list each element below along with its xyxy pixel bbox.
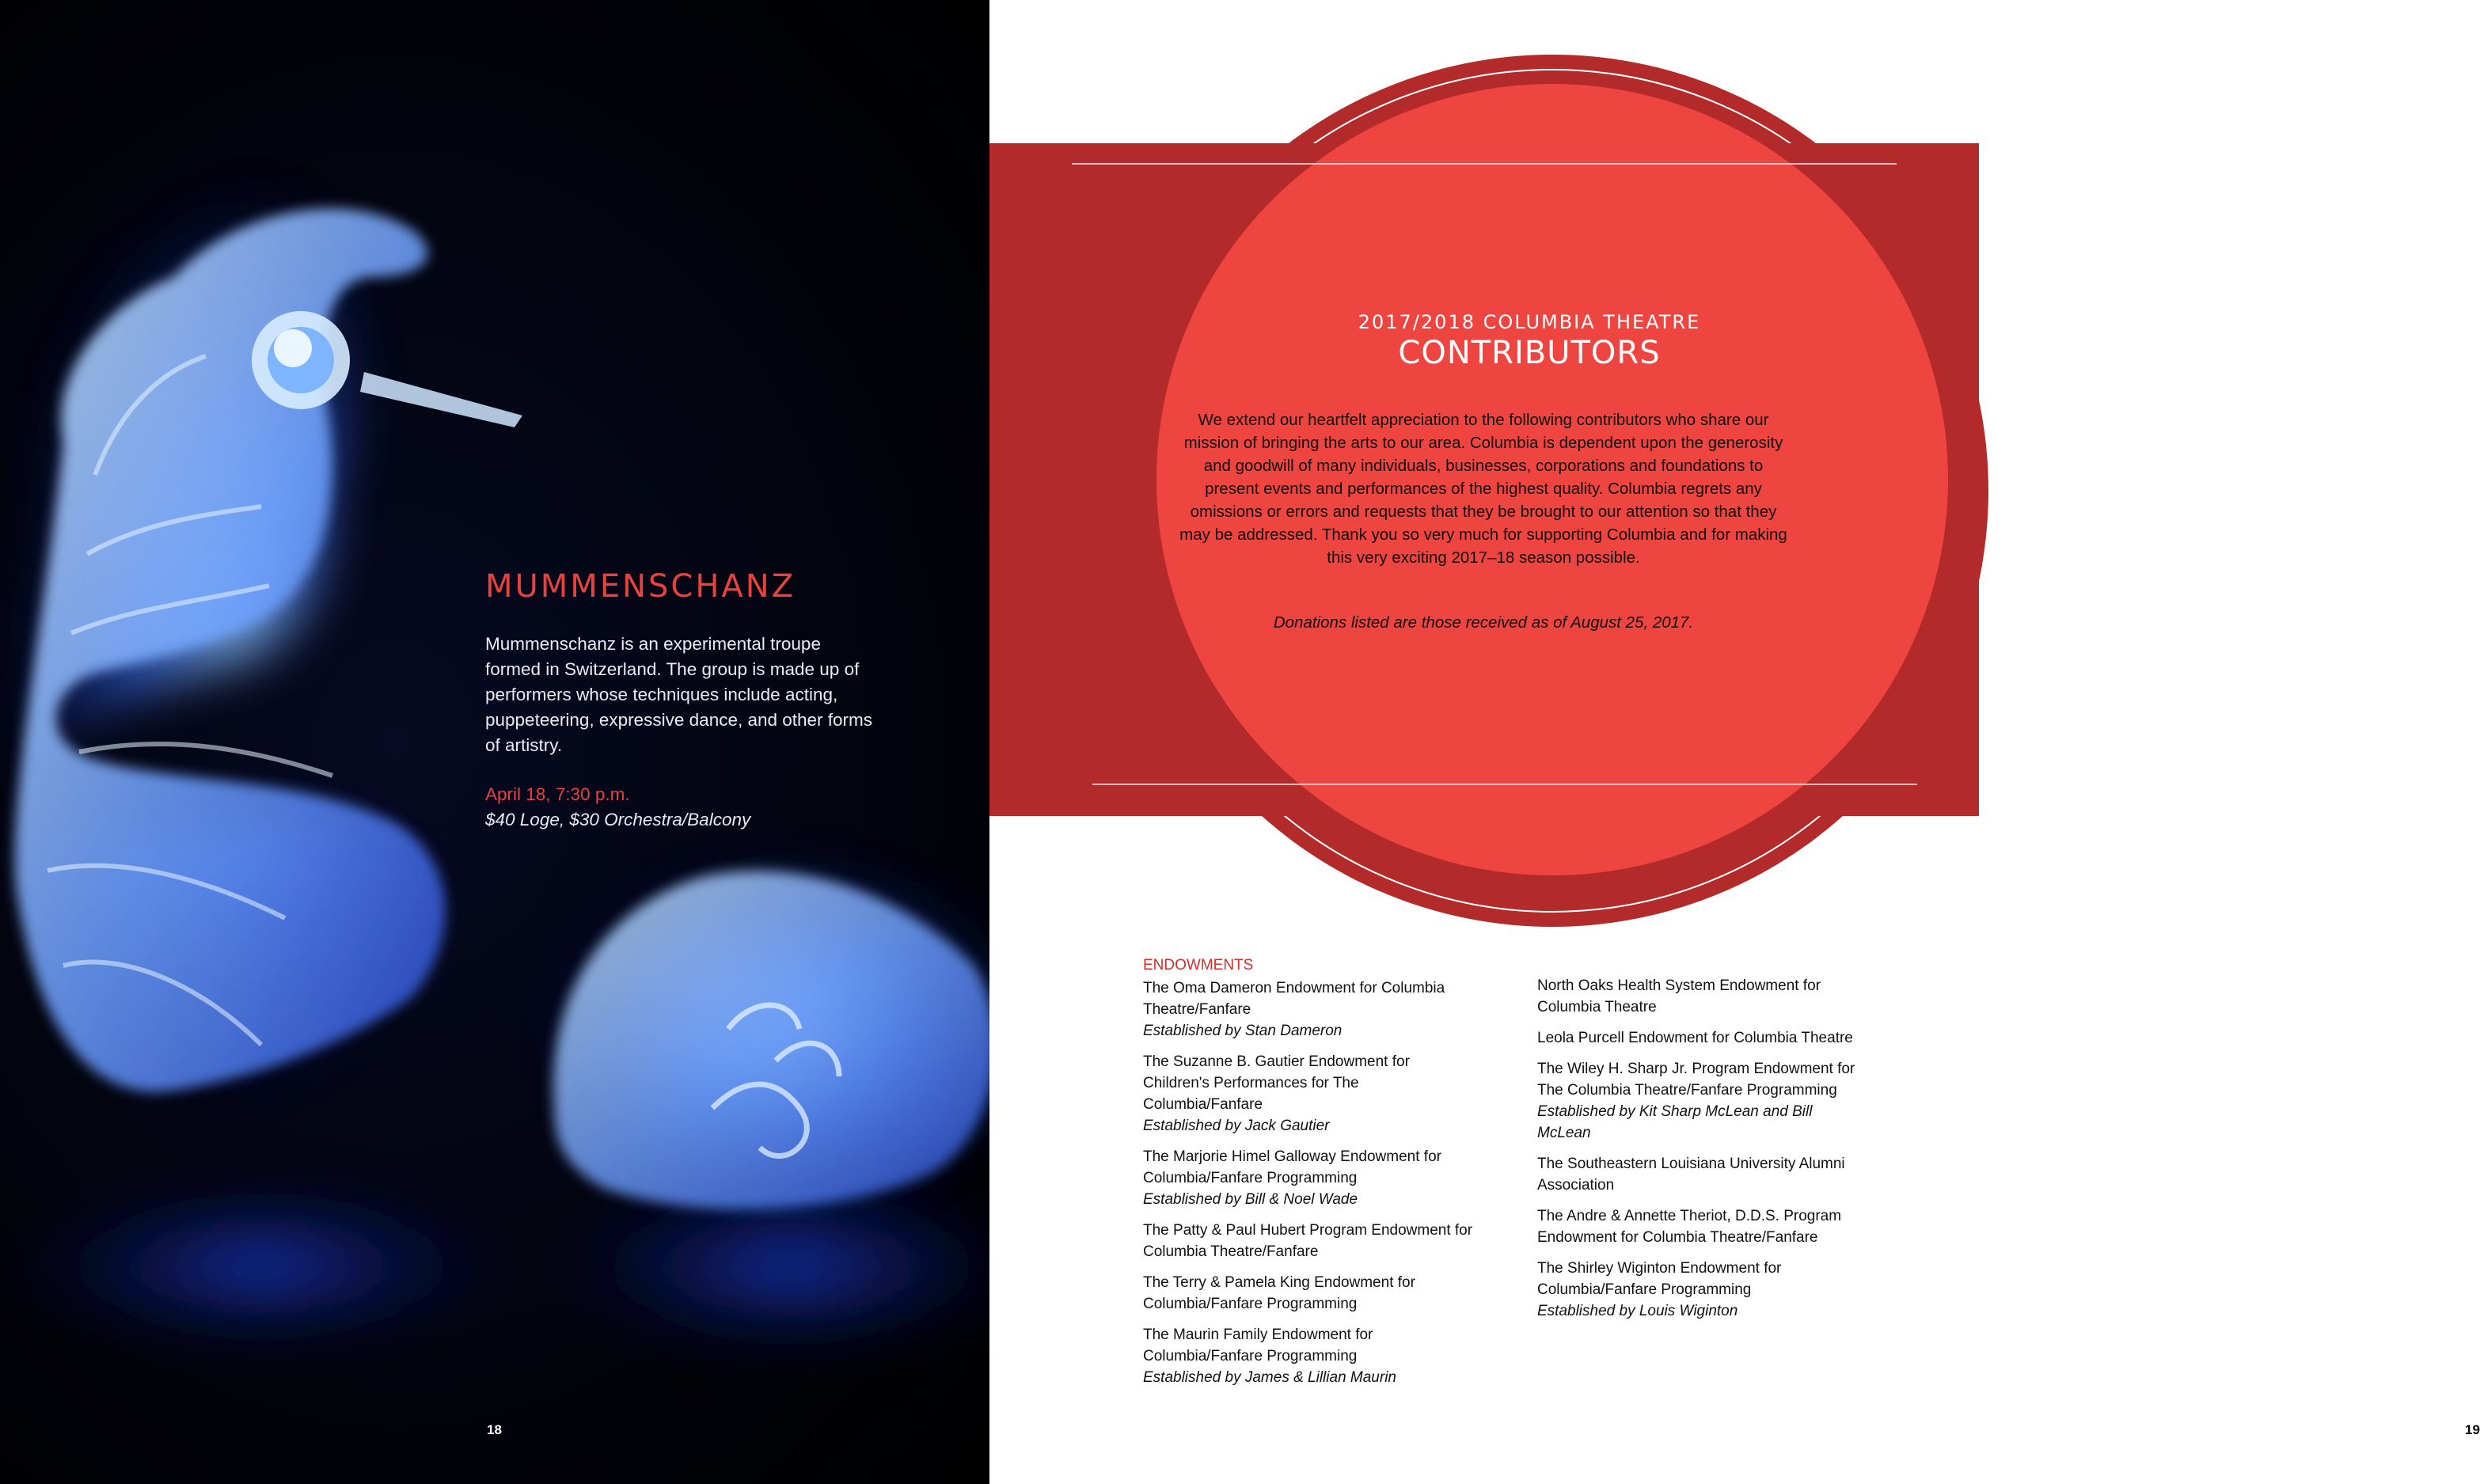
- show-prices: $40 Loge, $30 Orchestra/Balcony: [485, 810, 751, 829]
- endowment-name: The Patty & Paul Hubert Program Endowment for Columbia Theatre/Fanfare: [1143, 1222, 1473, 1260]
- endowment-established-by: Established by Bill & Noel Wade: [1143, 1191, 1358, 1208]
- endowment-entry: [1143, 1220, 1475, 1262]
- endowment-name: The Oma Dameron Endowment for Columbia Theatre/Fanfare: [1143, 980, 1445, 1018]
- page-number-right: 19: [2465, 1422, 2480, 1437]
- endowment-entry: [1143, 1146, 1475, 1210]
- endowment-name: The Suzanne B. Gautier Endowment for Children's Performances for The Columbia/Fanfare: [1143, 1053, 1410, 1113]
- endowment-established-by: Established by Jack Gautier: [1143, 1118, 1330, 1134]
- right-page: [989, 0, 2480, 1484]
- endowment-established-by: Established by James & Lillian Maurin: [1143, 1369, 1396, 1386]
- endowment-entry: [1143, 1324, 1475, 1388]
- endowment-entry: [1143, 977, 1475, 1042]
- endowment-name: Leola Purcell Endowment for Columbia Theatre: [1537, 1030, 1853, 1046]
- donations-date-note: Donations listed are those received as of August 25, 2017.: [1273, 613, 1694, 632]
- endowment-entry: [1537, 1058, 1870, 1144]
- endowment-name: The Terry & Pamela King Endowment for Columbia/Fanfare Programming: [1143, 1274, 1415, 1312]
- endowment-entry: [1537, 1205, 1870, 1248]
- endowment-established-by: Established by Louis Wiginton: [1537, 1303, 1738, 1319]
- season-label: 2017/2018 COLUMBIA THEATRE: [1358, 311, 1701, 333]
- endowment-entry: [1537, 1258, 1870, 1322]
- endowment-name: The Andre & Annette Theriot, D.D.S. Program Endowment for Columbia Theatre/Fanfare: [1537, 1208, 1842, 1246]
- endowment-entry: [1537, 1027, 1870, 1049]
- endowment-name: The Marjorie Himel Galloway Endowment for Columbia/Fanfare Programming: [1143, 1148, 1441, 1186]
- page-number-left: 18: [487, 1422, 502, 1437]
- contributors-header: [989, 311, 1979, 371]
- left-page: [0, 0, 989, 1484]
- endowment-name: The Southeastern Louisiana University Alumni Association: [1537, 1156, 1845, 1194]
- show-info: [485, 568, 881, 833]
- section-title-endowments: ENDOWMENTS: [1143, 957, 1254, 974]
- endowments-column-1: [1143, 977, 1475, 1398]
- endowment-entry: [1143, 1051, 1475, 1137]
- show-date-time: April 18, 7:30 p.m.: [485, 784, 630, 804]
- page-title: CONTRIBUTORS: [1398, 335, 1661, 371]
- endowment-entry: [1143, 1272, 1475, 1315]
- endowment-name: The Maurin Family Endowment for Columbia/Fanfare Programming: [1143, 1326, 1373, 1364]
- endowment-name: The Wiley H. Sharp Jr. Program Endowment for The Columbia Theatre/Fanfare Programming: [1537, 1061, 1855, 1099]
- endowment-established-by: Established by Kit Sharp McLean and Bill McLean: [1537, 1103, 1813, 1141]
- endowment-established-by: Established by Stan Dameron: [1143, 1023, 1343, 1039]
- endowment-name: North Oaks Health System Endowment for Columbia Theatre: [1537, 977, 1821, 1015]
- endowments-column-2: [1537, 975, 1870, 1331]
- endowment-name: The Shirley Wiginton Endowment for Columbia/Fanfare Programming: [1537, 1260, 1782, 1298]
- intro-paragraph: We extend our heartfelt appreciation to the following contributors who share our mission of bringing the arts to our area. Columbia is dependent upon the generosity and goodwill of many individuals, businesses, corporations and foundations to present events and performances of the highest quality. Columbia regrets any omissions or errors and requests that they be brought to our attention so that they may be addressed. Thank you so very much for supporting Columbia and for making this very exciting 2017–18 season possible.: [1179, 411, 1787, 567]
- show-title: MUMMENSCHANZ: [485, 568, 796, 605]
- show-description: Mummenschanz is an experimental troupe formed in Switzerland. The group is made up of performers whose techniques include acting, puppeteering, expressive dance, and other forms of artistry.: [485, 634, 873, 755]
- endowment-entry: [1537, 975, 1870, 1018]
- endowment-entry: [1537, 1153, 1870, 1196]
